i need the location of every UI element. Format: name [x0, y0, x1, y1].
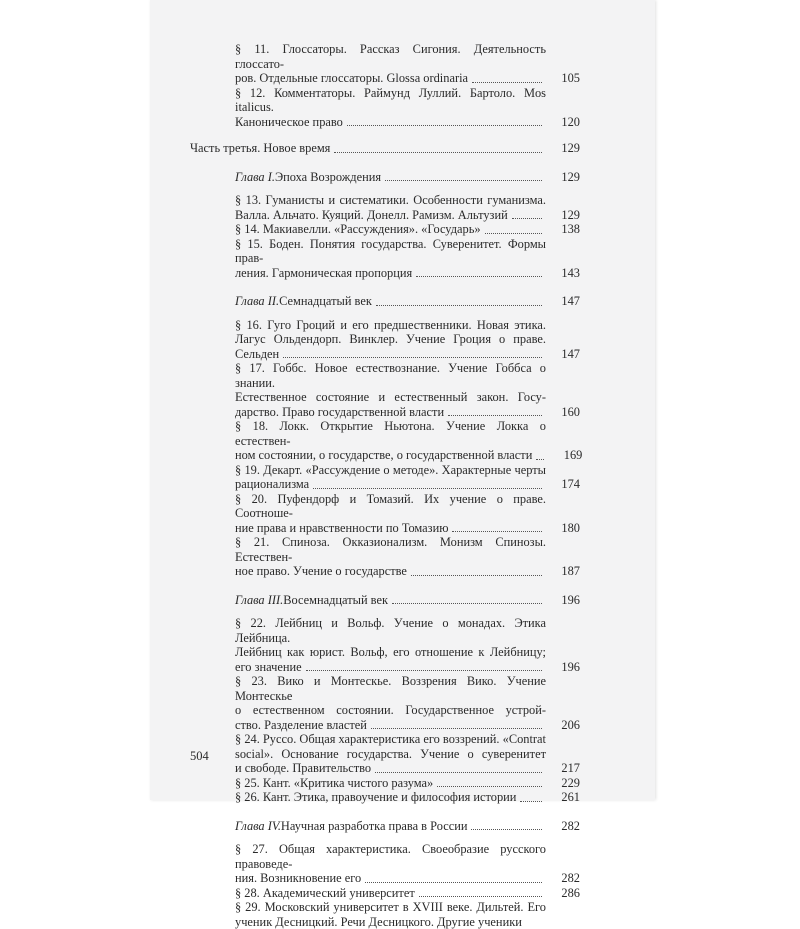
- toc-page-number: 147: [546, 294, 580, 309]
- toc-line-text: и свободе. Правительство: [235, 761, 371, 776]
- toc-line-text: Лейбниц как юрист. Вольф, его отношение к Лейбницу;: [235, 645, 546, 660]
- toc-page-number: 286: [546, 886, 580, 901]
- toc-page-number: 138: [546, 222, 580, 237]
- toc-line-text: Валла. Альчато. Куяций. Донелл. Рамизм. Альтузий: [235, 208, 508, 223]
- toc-page-number: 129: [546, 170, 580, 185]
- toc-section-entry: [190, 463, 580, 492]
- toc-section-entry: [190, 790, 580, 805]
- toc-line-text: ство. Разделение властей: [235, 718, 367, 733]
- toc-line-text: § 21. Спиноза. Окказионализм. Монизм Спинозы. Естествен-: [235, 535, 546, 564]
- toc-line-text: § 18. Локк. Открытие Ньютона. Учение Локка о естествен-: [235, 419, 546, 448]
- toc-section-entry: [190, 776, 580, 791]
- toc-section-entry: [190, 318, 580, 362]
- leader-dots: [536, 459, 544, 460]
- toc-line-text: § 19. Декарт. «Рассуждение о методе». Характерные черты: [235, 463, 546, 478]
- toc-line-text: ном состоянии, о государстве, о государственной власти: [235, 448, 532, 463]
- toc-line-text: ления. Гармоническая пропорция: [235, 266, 412, 281]
- toc-section-entry: [190, 193, 580, 222]
- toc-line-text: § 23. Вико и Монтескье. Воззрения Вико. Учение Монтескье: [235, 674, 546, 703]
- toc-section-entry: [190, 222, 580, 237]
- leader-dots: [347, 125, 542, 126]
- toc-line-text: Каноническое право: [235, 115, 343, 130]
- toc-line-text: Естественное состояние и естественный закон. Госу-: [235, 390, 546, 405]
- toc-section-entry: [190, 674, 580, 732]
- leader-dots: [437, 786, 542, 787]
- toc-page-number: 180: [546, 521, 580, 536]
- toc-page-number: 129: [546, 208, 580, 223]
- toc-chapter-entry: [190, 593, 580, 608]
- toc-section-entry: [190, 886, 580, 901]
- leader-dots: [448, 415, 542, 416]
- toc-page-number: 143: [546, 266, 580, 281]
- toc-page-number: 217: [546, 761, 580, 776]
- toc-page-number: 282: [546, 871, 580, 886]
- toc-line-text: § 22. Лейбниц и Вольф. Учение о монадах. Этика Лейбница.: [235, 616, 546, 645]
- toc-line-text: § 29. Московский университет в XVIII веке. Дильтей. Его: [235, 900, 546, 915]
- leader-dots: [419, 896, 542, 897]
- toc-line-text: Восемнадцатый век: [283, 593, 388, 608]
- toc-line-text: Сельден: [235, 347, 279, 362]
- toc-line-text: § 14. Макиавелли. «Рассуждения». «Государь»: [235, 222, 481, 237]
- toc-line-text: рационализма: [235, 477, 309, 492]
- toc-line-text: ученик Десницкий. Речи Десницкого. Другие ученики: [235, 915, 522, 929]
- toc-line-text: § 20. Пуфендорф и Томазий. Их учение о праве. Соотноше-: [235, 492, 546, 521]
- toc-line-text: Эпоха Возрождения: [275, 170, 381, 185]
- toc-section-entry: [190, 86, 580, 130]
- leader-dots: [334, 152, 542, 153]
- toc-section-entry: [190, 900, 580, 929]
- toc-chapter-entry: [190, 170, 580, 185]
- toc-page-number: 196: [546, 593, 580, 608]
- toc-line-text: social». Основание государства. Учение о суверенитет: [235, 747, 546, 762]
- toc-line-text: § 13. Гуманисты и систематики. Особенности гуманизма.: [235, 193, 546, 208]
- toc-part-entry: [190, 141, 580, 156]
- toc-line-text: § 11. Глоссаторы. Рассказ Сигония. Деятельность глоссато-: [235, 42, 546, 71]
- toc-line-text: § 26. Кант. Этика, правоучение и философия истории: [235, 790, 516, 805]
- leader-dots: [512, 218, 542, 219]
- leader-dots: [283, 357, 542, 358]
- toc-line-text: § 16. Гуго Гроций и его предшественники. Новая этика.: [235, 318, 546, 333]
- toc-section-entry: [190, 842, 580, 886]
- toc-line-text: ное право. Учение о государстве: [235, 564, 407, 579]
- toc-line-text: его значение: [235, 660, 302, 675]
- toc-line-text: § 17. Гоббс. Новое естествознание. Учение Гоббса о знании.: [235, 361, 546, 390]
- page-number: 504: [190, 749, 209, 764]
- toc-page-number: 206: [546, 718, 580, 733]
- toc-page-number: 196: [546, 660, 580, 675]
- toc-section-entry: [190, 419, 580, 463]
- toc-page-number: 160: [546, 405, 580, 420]
- toc-page-number: 147: [546, 347, 580, 362]
- toc-section-entry: [190, 535, 580, 579]
- toc-section-entry: [190, 492, 580, 536]
- toc-line-text: § 27. Общая характеристика. Своеобразие русского правоведе-: [235, 842, 546, 871]
- chapter-number: Глава IV.: [235, 819, 281, 834]
- toc-line-text: ние права и нравственности по Томазию: [235, 521, 448, 536]
- leader-dots: [375, 772, 542, 773]
- toc-line-text: дарство. Право государственной власти: [235, 405, 444, 420]
- toc-line-text: Семнадцатый век: [279, 294, 372, 309]
- toc-section-entry: [190, 42, 580, 86]
- toc-page-number: 261: [546, 790, 580, 805]
- toc-line-text: о естественном состоянии. Государственное устрой-: [235, 703, 546, 718]
- table-of-contents: [190, 42, 580, 929]
- toc-line-text: § 25. Кант. «Критика чистого разума»: [235, 776, 433, 791]
- toc-chapter-entry: [190, 819, 580, 834]
- leader-dots: [472, 82, 542, 83]
- toc-page-number: 169: [548, 448, 582, 463]
- leader-dots: [365, 882, 542, 883]
- toc-chapter-entry: [190, 294, 580, 309]
- leader-dots: [313, 488, 542, 489]
- toc-line-text: Часть третья. Новое время: [190, 141, 330, 156]
- toc-line-text: § 12. Комментаторы. Раймунд Луллий. Бартоло. Mos italicus.: [235, 86, 546, 115]
- leader-dots: [385, 180, 542, 181]
- toc-line-text: § 15. Боден. Понятия государства. Суверенитет. Формы прав-: [235, 237, 546, 266]
- leader-dots: [471, 829, 542, 830]
- toc-section-entry: [190, 237, 580, 281]
- chapter-number: Глава II.: [235, 294, 279, 309]
- leader-dots: [452, 531, 542, 532]
- toc-line-text: ров. Отдельные глоссаторы. Glossa ordinaria: [235, 71, 468, 86]
- toc-page-number: 229: [546, 776, 580, 791]
- toc-line-text: ния. Возникновение его: [235, 871, 361, 886]
- leader-dots: [520, 801, 542, 802]
- chapter-number: Глава I.: [235, 170, 275, 185]
- leader-dots: [306, 670, 542, 671]
- leader-dots: [485, 233, 542, 234]
- leader-dots: [416, 276, 542, 277]
- leader-dots: [371, 728, 542, 729]
- toc-line-text: § 24. Руссо. Общая характеристика его воззрений. «Contrat: [235, 732, 546, 747]
- toc-page-number: 187: [546, 564, 580, 579]
- leader-dots: [392, 603, 542, 604]
- leader-dots: [411, 575, 542, 576]
- toc-line-text: Научная разработка права в России: [281, 819, 468, 834]
- leader-dots: [376, 305, 542, 306]
- chapter-number: Глава III.: [235, 593, 283, 608]
- toc-page-number: 174: [546, 477, 580, 492]
- toc-line-text: Лагус Ольдендорп. Винклер. Учение Гроция о праве.: [235, 332, 546, 347]
- toc-section-entry: [190, 616, 580, 674]
- toc-line-text: § 28. Академический университет: [235, 886, 415, 901]
- toc-page-number: 120: [546, 115, 580, 130]
- toc-page-number: 105: [546, 71, 580, 86]
- toc-section-entry: [190, 732, 580, 776]
- toc-section-entry: [190, 361, 580, 419]
- toc-page-number: 129: [546, 141, 580, 156]
- toc-page-number: 282: [546, 819, 580, 834]
